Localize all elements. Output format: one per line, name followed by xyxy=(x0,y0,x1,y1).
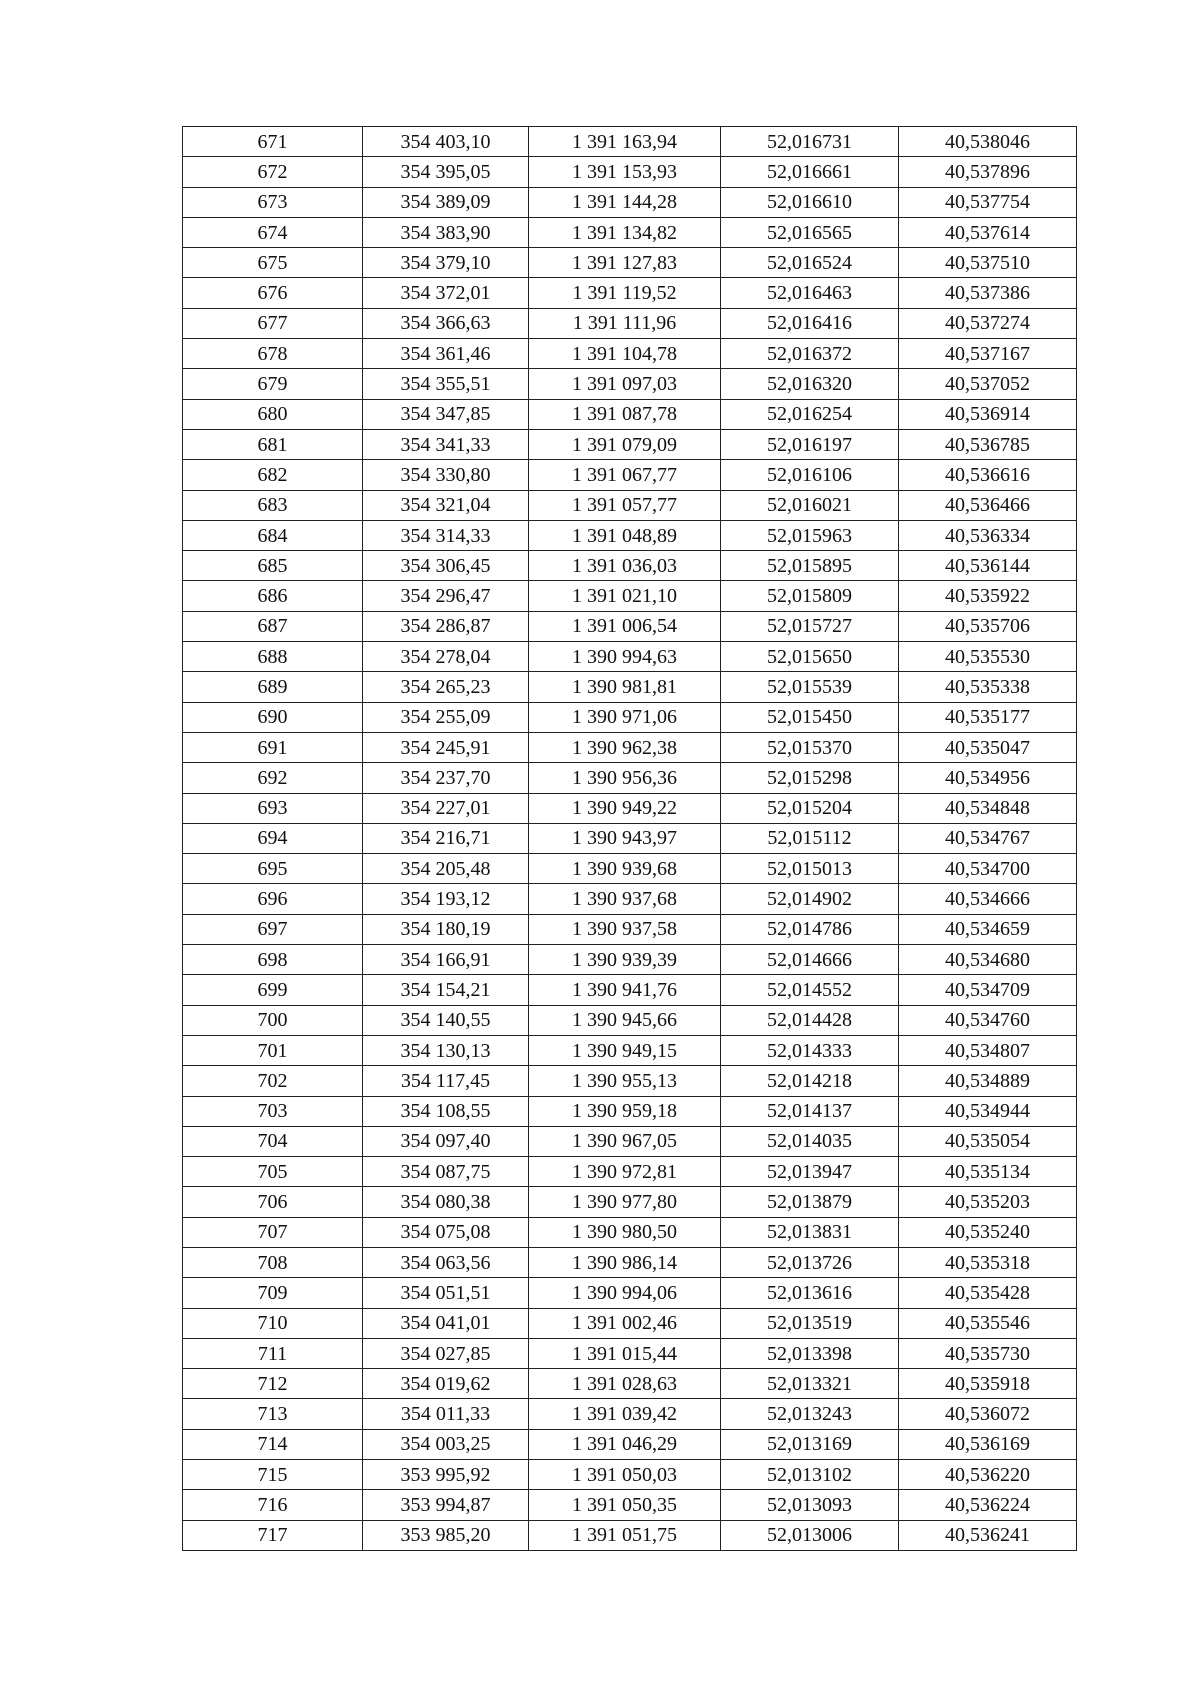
table-row xyxy=(183,1187,1077,1217)
longitude-cell: 40,536616 xyxy=(899,460,1077,490)
latitude-cell: 52,016320 xyxy=(721,369,899,399)
y-coordinate-cell: 1 391 057,77 xyxy=(529,490,721,520)
table-row xyxy=(183,1247,1077,1277)
longitude-cell: 40,535918 xyxy=(899,1369,1077,1399)
point-number-cell: 706 xyxy=(183,1187,363,1217)
latitude-cell: 52,015112 xyxy=(721,823,899,853)
latitude-cell: 52,015539 xyxy=(721,672,899,702)
latitude-cell: 52,015450 xyxy=(721,702,899,732)
longitude-cell: 40,534956 xyxy=(899,763,1077,793)
x-coordinate-cell: 354 245,91 xyxy=(363,732,529,762)
x-coordinate-cell: 354 389,09 xyxy=(363,187,529,217)
table-row xyxy=(183,187,1077,217)
x-coordinate-cell: 354 075,08 xyxy=(363,1217,529,1247)
y-coordinate-cell: 1 390 937,58 xyxy=(529,914,721,944)
longitude-cell: 40,536466 xyxy=(899,490,1077,520)
point-number-cell: 694 xyxy=(183,823,363,853)
x-coordinate-cell: 354 193,12 xyxy=(363,884,529,914)
y-coordinate-cell: 1 391 051,75 xyxy=(529,1520,721,1550)
table-row xyxy=(183,1035,1077,1065)
y-coordinate-cell: 1 390 955,13 xyxy=(529,1066,721,1096)
y-coordinate-cell: 1 390 945,66 xyxy=(529,1005,721,1035)
x-coordinate-cell: 354 140,55 xyxy=(363,1005,529,1035)
longitude-cell: 40,535338 xyxy=(899,672,1077,702)
point-number-cell: 682 xyxy=(183,460,363,490)
point-number-cell: 677 xyxy=(183,308,363,338)
x-coordinate-cell: 354 379,10 xyxy=(363,248,529,278)
longitude-cell: 40,534767 xyxy=(899,823,1077,853)
longitude-cell: 40,535546 xyxy=(899,1308,1077,1338)
point-number-cell: 712 xyxy=(183,1369,363,1399)
latitude-cell: 52,015895 xyxy=(721,551,899,581)
x-coordinate-cell: 354 130,13 xyxy=(363,1035,529,1065)
latitude-cell: 52,015650 xyxy=(721,642,899,672)
x-coordinate-cell: 354 180,19 xyxy=(363,914,529,944)
table-row xyxy=(183,1005,1077,1035)
table-row xyxy=(183,611,1077,641)
table-row xyxy=(183,278,1077,308)
longitude-cell: 40,536334 xyxy=(899,520,1077,550)
latitude-cell: 52,016021 xyxy=(721,490,899,520)
y-coordinate-cell: 1 390 994,63 xyxy=(529,642,721,672)
longitude-cell: 40,538046 xyxy=(899,127,1077,157)
x-coordinate-cell: 354 296,47 xyxy=(363,581,529,611)
point-number-cell: 679 xyxy=(183,369,363,399)
table-row xyxy=(183,1217,1077,1247)
y-coordinate-cell: 1 390 994,06 xyxy=(529,1278,721,1308)
latitude-cell: 52,016565 xyxy=(721,217,899,247)
x-coordinate-cell: 354 306,45 xyxy=(363,551,529,581)
point-number-cell: 675 xyxy=(183,248,363,278)
latitude-cell: 52,014902 xyxy=(721,884,899,914)
point-number-cell: 676 xyxy=(183,278,363,308)
y-coordinate-cell: 1 390 980,50 xyxy=(529,1217,721,1247)
y-coordinate-cell: 1 390 972,81 xyxy=(529,1157,721,1187)
longitude-cell: 40,534760 xyxy=(899,1005,1077,1035)
longitude-cell: 40,535047 xyxy=(899,732,1077,762)
table-row xyxy=(183,642,1077,672)
x-coordinate-cell: 354 265,23 xyxy=(363,672,529,702)
x-coordinate-cell: 354 341,33 xyxy=(363,429,529,459)
table-row xyxy=(183,490,1077,520)
y-coordinate-cell: 1 391 050,35 xyxy=(529,1490,721,1520)
x-coordinate-cell: 354 080,38 xyxy=(363,1187,529,1217)
x-coordinate-cell: 354 019,62 xyxy=(363,1369,529,1399)
table-row xyxy=(183,308,1077,338)
point-number-cell: 678 xyxy=(183,339,363,369)
point-number-cell: 716 xyxy=(183,1490,363,1520)
x-coordinate-cell: 354 227,01 xyxy=(363,793,529,823)
coordinate-table-body xyxy=(183,127,1077,1551)
x-coordinate-cell: 354 205,48 xyxy=(363,854,529,884)
longitude-cell: 40,535134 xyxy=(899,1157,1077,1187)
table-row xyxy=(183,702,1077,732)
latitude-cell: 52,013947 xyxy=(721,1157,899,1187)
longitude-cell: 40,535054 xyxy=(899,1126,1077,1156)
x-coordinate-cell: 353 985,20 xyxy=(363,1520,529,1550)
point-number-cell: 704 xyxy=(183,1126,363,1156)
table-row xyxy=(183,914,1077,944)
point-number-cell: 681 xyxy=(183,429,363,459)
latitude-cell: 52,015298 xyxy=(721,763,899,793)
latitude-cell: 52,014218 xyxy=(721,1066,899,1096)
x-coordinate-cell: 353 994,87 xyxy=(363,1490,529,1520)
table-row xyxy=(183,763,1077,793)
x-coordinate-cell: 354 097,40 xyxy=(363,1126,529,1156)
longitude-cell: 40,534680 xyxy=(899,945,1077,975)
longitude-cell: 40,534666 xyxy=(899,884,1077,914)
y-coordinate-cell: 1 390 943,97 xyxy=(529,823,721,853)
longitude-cell: 40,534944 xyxy=(899,1096,1077,1126)
table-row xyxy=(183,945,1077,975)
table-row xyxy=(183,793,1077,823)
table-row xyxy=(183,732,1077,762)
point-number-cell: 684 xyxy=(183,520,363,550)
longitude-cell: 40,536220 xyxy=(899,1460,1077,1490)
table-row xyxy=(183,1157,1077,1187)
table-row xyxy=(183,1066,1077,1096)
point-number-cell: 717 xyxy=(183,1520,363,1550)
table-row xyxy=(183,1520,1077,1550)
table-row xyxy=(183,157,1077,187)
longitude-cell: 40,536914 xyxy=(899,399,1077,429)
y-coordinate-cell: 1 390 939,68 xyxy=(529,854,721,884)
point-number-cell: 705 xyxy=(183,1157,363,1187)
x-coordinate-cell: 353 995,92 xyxy=(363,1460,529,1490)
point-number-cell: 685 xyxy=(183,551,363,581)
longitude-cell: 40,537052 xyxy=(899,369,1077,399)
y-coordinate-cell: 1 391 134,82 xyxy=(529,217,721,247)
point-number-cell: 707 xyxy=(183,1217,363,1247)
table-row xyxy=(183,460,1077,490)
latitude-cell: 52,016106 xyxy=(721,460,899,490)
y-coordinate-cell: 1 390 941,76 xyxy=(529,975,721,1005)
table-row xyxy=(183,1369,1077,1399)
x-coordinate-cell: 354 355,51 xyxy=(363,369,529,399)
longitude-cell: 40,537614 xyxy=(899,217,1077,247)
latitude-cell: 52,016463 xyxy=(721,278,899,308)
latitude-cell: 52,013616 xyxy=(721,1278,899,1308)
x-coordinate-cell: 354 154,21 xyxy=(363,975,529,1005)
latitude-cell: 52,013243 xyxy=(721,1399,899,1429)
point-number-cell: 700 xyxy=(183,1005,363,1035)
x-coordinate-cell: 354 087,75 xyxy=(363,1157,529,1187)
table-row xyxy=(183,429,1077,459)
longitude-cell: 40,537754 xyxy=(899,187,1077,217)
longitude-cell: 40,535706 xyxy=(899,611,1077,641)
point-number-cell: 711 xyxy=(183,1338,363,1368)
table-row xyxy=(183,1338,1077,1368)
longitude-cell: 40,536241 xyxy=(899,1520,1077,1550)
coordinate-table xyxy=(182,126,1077,1551)
y-coordinate-cell: 1 390 962,38 xyxy=(529,732,721,762)
point-number-cell: 713 xyxy=(183,1399,363,1429)
latitude-cell: 52,016254 xyxy=(721,399,899,429)
longitude-cell: 40,535428 xyxy=(899,1278,1077,1308)
table-row xyxy=(183,1126,1077,1156)
x-coordinate-cell: 354 108,55 xyxy=(363,1096,529,1126)
longitude-cell: 40,536144 xyxy=(899,551,1077,581)
table-row xyxy=(183,1429,1077,1459)
longitude-cell: 40,536785 xyxy=(899,429,1077,459)
table-row xyxy=(183,672,1077,702)
point-number-cell: 693 xyxy=(183,793,363,823)
table-row xyxy=(183,520,1077,550)
x-coordinate-cell: 354 237,70 xyxy=(363,763,529,793)
y-coordinate-cell: 1 391 039,42 xyxy=(529,1399,721,1429)
y-coordinate-cell: 1 391 111,96 xyxy=(529,308,721,338)
x-coordinate-cell: 354 395,05 xyxy=(363,157,529,187)
latitude-cell: 52,014137 xyxy=(721,1096,899,1126)
point-number-cell: 690 xyxy=(183,702,363,732)
table-row xyxy=(183,884,1077,914)
longitude-cell: 40,537510 xyxy=(899,248,1077,278)
x-coordinate-cell: 354 166,91 xyxy=(363,945,529,975)
point-number-cell: 702 xyxy=(183,1066,363,1096)
table-row xyxy=(183,1278,1077,1308)
latitude-cell: 52,013831 xyxy=(721,1217,899,1247)
table-row xyxy=(183,1460,1077,1490)
table-row xyxy=(183,1308,1077,1338)
x-coordinate-cell: 354 314,33 xyxy=(363,520,529,550)
y-coordinate-cell: 1 391 119,52 xyxy=(529,278,721,308)
point-number-cell: 697 xyxy=(183,914,363,944)
y-coordinate-cell: 1 390 967,05 xyxy=(529,1126,721,1156)
x-coordinate-cell: 354 216,71 xyxy=(363,823,529,853)
point-number-cell: 688 xyxy=(183,642,363,672)
longitude-cell: 40,535203 xyxy=(899,1187,1077,1217)
y-coordinate-cell: 1 390 981,81 xyxy=(529,672,721,702)
latitude-cell: 52,014428 xyxy=(721,1005,899,1035)
table-row xyxy=(183,127,1077,157)
latitude-cell: 52,014333 xyxy=(721,1035,899,1065)
point-number-cell: 674 xyxy=(183,217,363,247)
y-coordinate-cell: 1 391 048,89 xyxy=(529,520,721,550)
point-number-cell: 687 xyxy=(183,611,363,641)
longitude-cell: 40,534700 xyxy=(899,854,1077,884)
longitude-cell: 40,534848 xyxy=(899,793,1077,823)
point-number-cell: 691 xyxy=(183,732,363,762)
y-coordinate-cell: 1 391 036,03 xyxy=(529,551,721,581)
point-number-cell: 709 xyxy=(183,1278,363,1308)
latitude-cell: 52,015727 xyxy=(721,611,899,641)
y-coordinate-cell: 1 391 021,10 xyxy=(529,581,721,611)
x-coordinate-cell: 354 011,33 xyxy=(363,1399,529,1429)
point-number-cell: 698 xyxy=(183,945,363,975)
y-coordinate-cell: 1 391 050,03 xyxy=(529,1460,721,1490)
x-coordinate-cell: 354 003,25 xyxy=(363,1429,529,1459)
x-coordinate-cell: 354 063,56 xyxy=(363,1247,529,1277)
table-row xyxy=(183,1490,1077,1520)
latitude-cell: 52,016610 xyxy=(721,187,899,217)
longitude-cell: 40,534659 xyxy=(899,914,1077,944)
table-row xyxy=(183,369,1077,399)
latitude-cell: 52,013093 xyxy=(721,1490,899,1520)
y-coordinate-cell: 1 391 046,29 xyxy=(529,1429,721,1459)
y-coordinate-cell: 1 391 144,28 xyxy=(529,187,721,217)
y-coordinate-cell: 1 390 937,68 xyxy=(529,884,721,914)
table-row xyxy=(183,551,1077,581)
y-coordinate-cell: 1 391 067,77 xyxy=(529,460,721,490)
latitude-cell: 52,015204 xyxy=(721,793,899,823)
point-number-cell: 689 xyxy=(183,672,363,702)
table-row xyxy=(183,975,1077,1005)
latitude-cell: 52,014035 xyxy=(721,1126,899,1156)
latitude-cell: 52,016524 xyxy=(721,248,899,278)
y-coordinate-cell: 1 390 959,18 xyxy=(529,1096,721,1126)
x-coordinate-cell: 354 372,01 xyxy=(363,278,529,308)
latitude-cell: 52,016416 xyxy=(721,308,899,338)
table-row xyxy=(183,854,1077,884)
table-row xyxy=(183,581,1077,611)
point-number-cell: 696 xyxy=(183,884,363,914)
x-coordinate-cell: 354 347,85 xyxy=(363,399,529,429)
longitude-cell: 40,537274 xyxy=(899,308,1077,338)
point-number-cell: 715 xyxy=(183,1460,363,1490)
x-coordinate-cell: 354 286,87 xyxy=(363,611,529,641)
x-coordinate-cell: 354 403,10 xyxy=(363,127,529,157)
longitude-cell: 40,536224 xyxy=(899,1490,1077,1520)
latitude-cell: 52,014552 xyxy=(721,975,899,1005)
longitude-cell: 40,534889 xyxy=(899,1066,1077,1096)
longitude-cell: 40,534807 xyxy=(899,1035,1077,1065)
table-row xyxy=(183,339,1077,369)
latitude-cell: 52,013102 xyxy=(721,1460,899,1490)
y-coordinate-cell: 1 390 971,06 xyxy=(529,702,721,732)
latitude-cell: 52,016372 xyxy=(721,339,899,369)
y-coordinate-cell: 1 391 006,54 xyxy=(529,611,721,641)
y-coordinate-cell: 1 390 949,22 xyxy=(529,793,721,823)
latitude-cell: 52,015809 xyxy=(721,581,899,611)
x-coordinate-cell: 354 117,45 xyxy=(363,1066,529,1096)
table-row xyxy=(183,399,1077,429)
x-coordinate-cell: 354 041,01 xyxy=(363,1308,529,1338)
latitude-cell: 52,014666 xyxy=(721,945,899,975)
y-coordinate-cell: 1 390 949,15 xyxy=(529,1035,721,1065)
longitude-cell: 40,535730 xyxy=(899,1338,1077,1368)
y-coordinate-cell: 1 391 163,94 xyxy=(529,127,721,157)
latitude-cell: 52,016731 xyxy=(721,127,899,157)
latitude-cell: 52,013398 xyxy=(721,1338,899,1368)
x-coordinate-cell: 354 383,90 xyxy=(363,217,529,247)
x-coordinate-cell: 354 361,46 xyxy=(363,339,529,369)
y-coordinate-cell: 1 391 015,44 xyxy=(529,1338,721,1368)
latitude-cell: 52,015370 xyxy=(721,732,899,762)
longitude-cell: 40,535530 xyxy=(899,642,1077,672)
point-number-cell: 671 xyxy=(183,127,363,157)
point-number-cell: 683 xyxy=(183,490,363,520)
longitude-cell: 40,537896 xyxy=(899,157,1077,187)
y-coordinate-cell: 1 390 986,14 xyxy=(529,1247,721,1277)
y-coordinate-cell: 1 391 002,46 xyxy=(529,1308,721,1338)
point-number-cell: 714 xyxy=(183,1429,363,1459)
point-number-cell: 699 xyxy=(183,975,363,1005)
y-coordinate-cell: 1 391 028,63 xyxy=(529,1369,721,1399)
table-row xyxy=(183,1096,1077,1126)
latitude-cell: 52,016197 xyxy=(721,429,899,459)
point-number-cell: 672 xyxy=(183,157,363,187)
point-number-cell: 695 xyxy=(183,854,363,884)
latitude-cell: 52,015013 xyxy=(721,854,899,884)
latitude-cell: 52,013169 xyxy=(721,1429,899,1459)
y-coordinate-cell: 1 391 097,03 xyxy=(529,369,721,399)
x-coordinate-cell: 354 027,85 xyxy=(363,1338,529,1368)
latitude-cell: 52,013879 xyxy=(721,1187,899,1217)
longitude-cell: 40,534709 xyxy=(899,975,1077,1005)
x-coordinate-cell: 354 330,80 xyxy=(363,460,529,490)
point-number-cell: 703 xyxy=(183,1096,363,1126)
table-row xyxy=(183,1399,1077,1429)
y-coordinate-cell: 1 391 127,83 xyxy=(529,248,721,278)
latitude-cell: 52,013519 xyxy=(721,1308,899,1338)
y-coordinate-cell: 1 391 087,78 xyxy=(529,399,721,429)
longitude-cell: 40,537167 xyxy=(899,339,1077,369)
x-coordinate-cell: 354 321,04 xyxy=(363,490,529,520)
longitude-cell: 40,536072 xyxy=(899,1399,1077,1429)
latitude-cell: 52,013726 xyxy=(721,1247,899,1277)
latitude-cell: 52,013321 xyxy=(721,1369,899,1399)
table-row xyxy=(183,217,1077,247)
longitude-cell: 40,535922 xyxy=(899,581,1077,611)
latitude-cell: 52,016661 xyxy=(721,157,899,187)
y-coordinate-cell: 1 391 104,78 xyxy=(529,339,721,369)
longitude-cell: 40,535177 xyxy=(899,702,1077,732)
y-coordinate-cell: 1 390 956,36 xyxy=(529,763,721,793)
longitude-cell: 40,536169 xyxy=(899,1429,1077,1459)
longitude-cell: 40,535318 xyxy=(899,1247,1077,1277)
point-number-cell: 708 xyxy=(183,1247,363,1277)
y-coordinate-cell: 1 391 153,93 xyxy=(529,157,721,187)
y-coordinate-cell: 1 391 079,09 xyxy=(529,429,721,459)
point-number-cell: 686 xyxy=(183,581,363,611)
x-coordinate-cell: 354 278,04 xyxy=(363,642,529,672)
point-number-cell: 692 xyxy=(183,763,363,793)
latitude-cell: 52,015963 xyxy=(721,520,899,550)
x-coordinate-cell: 354 366,63 xyxy=(363,308,529,338)
table-row xyxy=(183,823,1077,853)
latitude-cell: 52,014786 xyxy=(721,914,899,944)
x-coordinate-cell: 354 255,09 xyxy=(363,702,529,732)
point-number-cell: 710 xyxy=(183,1308,363,1338)
table-row xyxy=(183,248,1077,278)
y-coordinate-cell: 1 390 939,39 xyxy=(529,945,721,975)
y-coordinate-cell: 1 390 977,80 xyxy=(529,1187,721,1217)
latitude-cell: 52,013006 xyxy=(721,1520,899,1550)
longitude-cell: 40,537386 xyxy=(899,278,1077,308)
longitude-cell: 40,535240 xyxy=(899,1217,1077,1247)
point-number-cell: 673 xyxy=(183,187,363,217)
x-coordinate-cell: 354 051,51 xyxy=(363,1278,529,1308)
point-number-cell: 680 xyxy=(183,399,363,429)
point-number-cell: 701 xyxy=(183,1035,363,1065)
